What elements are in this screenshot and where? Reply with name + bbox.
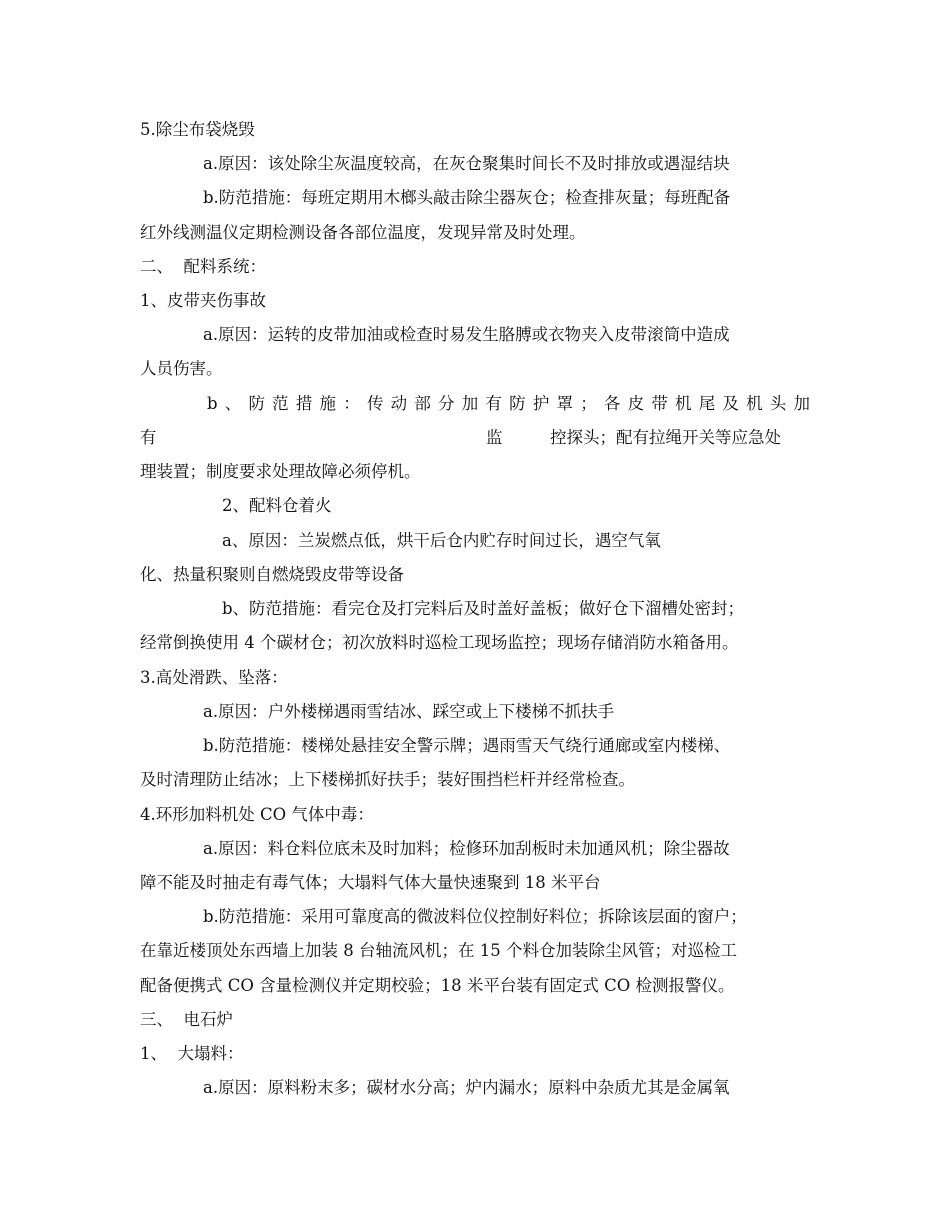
- paragraph-fragment: 监: [486, 428, 503, 447]
- paragraph-line: 经常倒换使用 4 个碳材仓；初次放料时巡检工现场监控；现场存储消防水箱备用。: [140, 633, 739, 652]
- section-heading-batching: 二、 配料系统：: [140, 257, 266, 276]
- paragraph-line: a.原因：户外楼梯遇雨雪结冰、踩空或上下楼梯不抓扶手: [203, 702, 615, 721]
- paragraph-line: b.防范措施：楼梯处悬挂安全警示牌；遇雨雪天气绕行通廊或室内楼梯、: [203, 736, 731, 755]
- paragraph-line: b、防范措施：看完仓及打完料后及时盖好盖板；做好仓下溜槽处密封；: [222, 599, 745, 618]
- paragraph-line: b.防范措施：每班定期用木榔头敲击除尘器灰仓；检查排灰量；每班配备: [203, 188, 731, 207]
- section-heading-carbide-furnace: 三、 电石炉: [140, 1010, 233, 1029]
- paragraph-line: 及时清理防止结冰；上下楼梯抓好扶手；装好围挡栏杆并经常检查。: [140, 770, 635, 789]
- paragraph-line: 理装置；制度要求处理故障必须停机。: [140, 462, 421, 481]
- heading-dust-bag-fire: 5.除尘布袋烧毁: [140, 120, 255, 139]
- paragraph-line: a.原因：该处除尘灰温度较高，在灰仓聚集时间长不及时排放或遇湿结块: [203, 154, 730, 173]
- paragraph-line: 在靠近楼顶处东西墙上加装 8 台轴流风机；在 15 个料仓加装除尘风管；对巡检工: [140, 941, 737, 960]
- paragraph-line: 红外线测温仪定期检测设备各部位温度，发现异常及时处理。: [140, 223, 586, 242]
- paragraph-line: b.防范措施：采用可靠度高的微波料位仪控制好料位；拆除该层面的窗户；: [203, 907, 747, 926]
- paragraph-line: a.原因：运转的皮带加油或检查时易发生胳膊或衣物夹入皮带滚筒中造成: [203, 325, 730, 344]
- paragraph-line: 配备便携式 CO 含量检测仪并定期校验；18 米平台装有固定式 CO 检测报警仪。: [140, 976, 735, 995]
- paragraph-line: 人员伤害。: [140, 359, 223, 378]
- subheading-large-collapse: 1、 大塌料：: [140, 1044, 244, 1063]
- paragraph-fragment: 控探头；配有拉绳开关等应急处: [550, 428, 781, 447]
- subheading-fall-from-height: 3.高处滑跌、坠落：: [140, 668, 288, 687]
- paragraph-line: a、原因：兰炭燃点低，烘干后仓内贮存时间过长，遇空气氧: [222, 531, 661, 550]
- paragraph-fragment: 有: [140, 428, 157, 447]
- paragraph-line: 障不能及时抽走有毒气体；大塌料气体大量快速聚到 18 米平台: [140, 873, 601, 892]
- subheading-belt-pinch: 1、皮带夹伤事故: [140, 291, 266, 310]
- subheading-batching-bin-fire: 2、配料仓着火: [222, 496, 332, 515]
- paragraph-line: a.原因：料仓料位底未及时加料；检修环加刮板时未加通风机；除尘器故: [203, 839, 730, 858]
- paragraph-line: a.原因：原料粉末多；碳材水分高；炉内漏水；原料中杂质尤其是金属氧: [203, 1078, 730, 1097]
- paragraph-line: b、防范措施：传动部分加有防护罩；各皮带机尾及机头加: [207, 394, 810, 413]
- paragraph-line: 化、热量积聚则自燃烧毁皮带等设备: [140, 565, 404, 584]
- subheading-co-poisoning: 4.环形加料机处 CO 气体中毒：: [140, 805, 374, 824]
